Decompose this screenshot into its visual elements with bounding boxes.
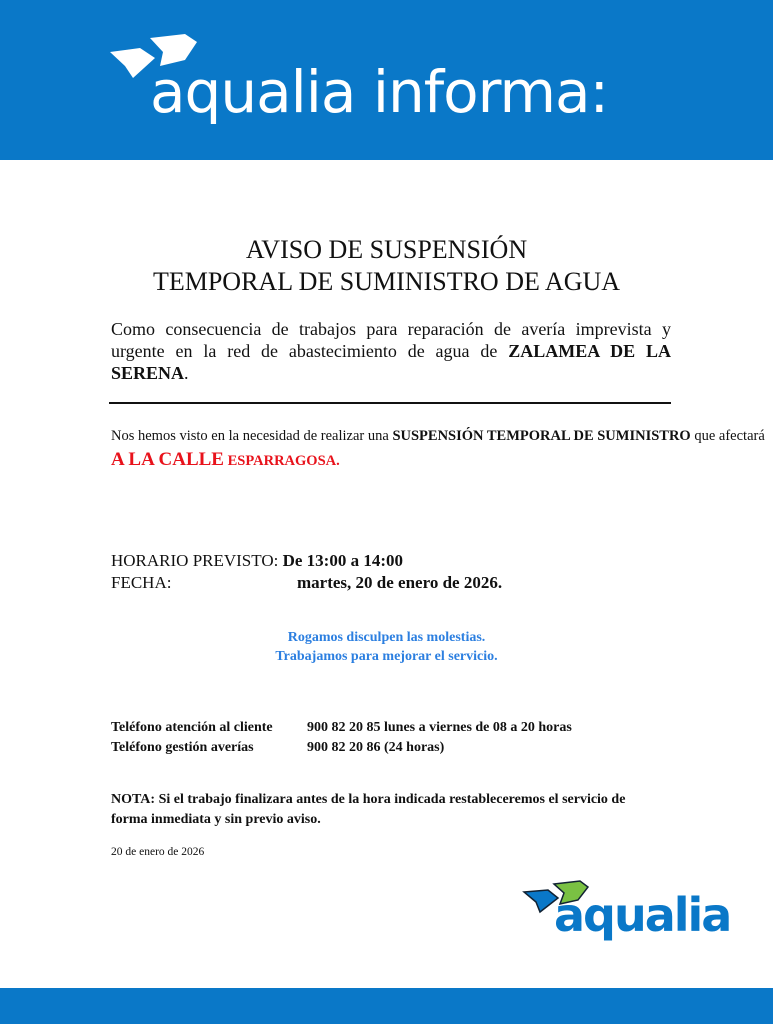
fecha-value: martes, 20 de enero de 2026. bbox=[297, 573, 503, 592]
notice-title bbox=[0, 234, 773, 298]
footer-logo-text: aqualia bbox=[554, 888, 731, 942]
apology-line-1: Rogamos disculpen las molestias. bbox=[287, 630, 486, 645]
phone-list bbox=[111, 718, 572, 758]
phone-value: 900 82 20 85 lunes a viernes de 08 a 20 horas bbox=[307, 720, 572, 735]
horario-value: De 13:00 a 14:00 bbox=[282, 551, 403, 570]
footer-bar bbox=[0, 988, 773, 1024]
horario-label: HORARIO PREVISTO: bbox=[111, 551, 279, 570]
phone-row bbox=[111, 718, 572, 738]
notice-suspension: SUSPENSIÓN TEMPORAL DE SUMINISTRO bbox=[392, 428, 691, 444]
title-line-2: TEMPORAL DE SUMINISTRO DE AGUA bbox=[152, 267, 621, 296]
nota: NOTA: Si el trabajo finalizara antes de la hora indicada restableceremos el servicio de forma inmediata y sin previo aviso. bbox=[111, 792, 626, 827]
footer-logo bbox=[522, 878, 742, 958]
header-banner bbox=[0, 0, 773, 160]
intro-place: ZALAMEA DE LA SERENA bbox=[111, 341, 671, 383]
title-line-1: AVISO DE SUSPENSIÓN bbox=[245, 235, 528, 264]
intro-end: . bbox=[184, 363, 189, 383]
phone-label: Teléfono atención al cliente bbox=[111, 720, 273, 735]
phone-row bbox=[111, 738, 572, 758]
intro-text: Como consecuencia de trabajos para reparación de avería imprevista y urgente en la red de abastecimiento de agua de bbox=[111, 319, 671, 361]
intro-paragraph bbox=[111, 318, 671, 384]
notice-mid: que afectará bbox=[690, 428, 765, 444]
notice-street-prefix: A LA CALLE bbox=[111, 449, 224, 470]
apology bbox=[0, 628, 773, 666]
apology-line-2: Trabajamos para mejorar el servicio. bbox=[275, 649, 498, 664]
phone-label: Teléfono gestión averías bbox=[111, 740, 254, 755]
notice-paragraph bbox=[111, 424, 773, 473]
divider bbox=[109, 402, 671, 404]
fecha-label: FECHA: bbox=[111, 573, 172, 592]
document-date: 20 de enero de 2026 bbox=[111, 846, 205, 858]
header-title: aqualia informa: bbox=[150, 58, 609, 126]
schedule bbox=[111, 550, 502, 594]
phone-value: 900 82 20 86 (24 horas) bbox=[307, 740, 445, 755]
notice-pre: Nos hemos visto en la necesidad de realizar una bbox=[111, 428, 393, 444]
notice-street: ESPARRAGOSA. bbox=[227, 453, 340, 469]
